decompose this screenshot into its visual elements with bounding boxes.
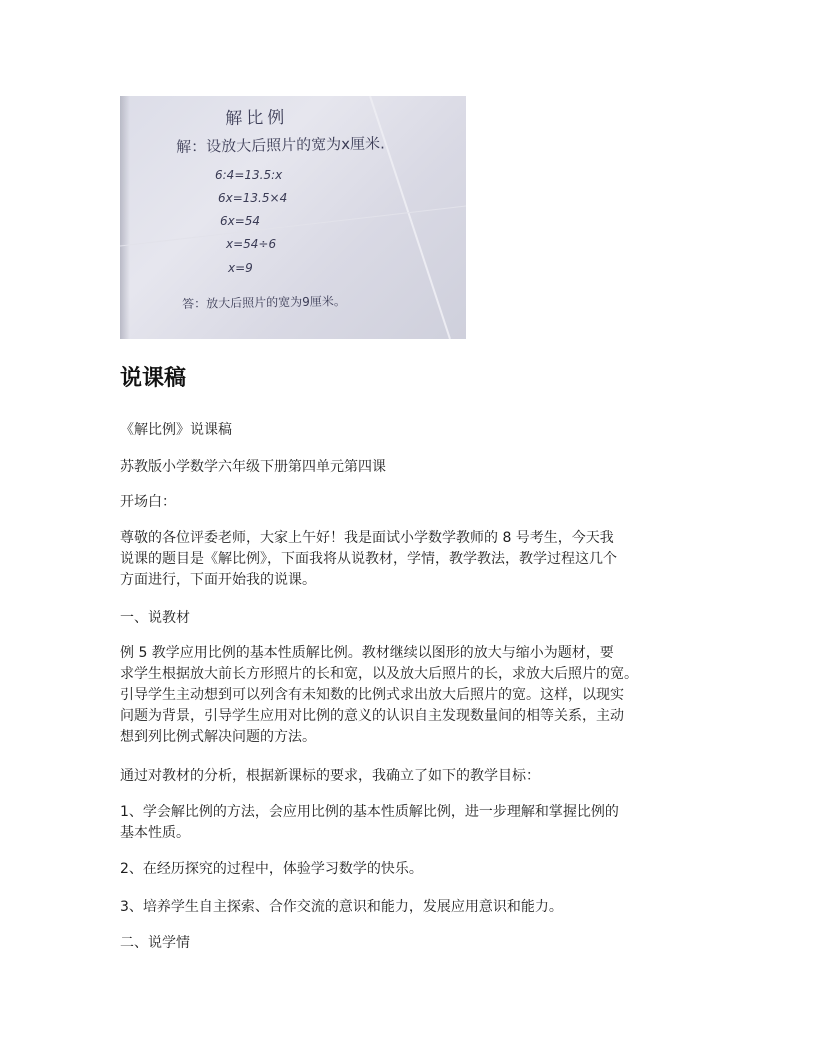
- photo-solution-setup: 解：设放大后照片的宽为x厘米.: [176, 134, 385, 156]
- textbook-info-line: 苏教版小学数学六年级下册第四单元第四课: [120, 459, 386, 475]
- analysis-line-1: 例 5 教学应用比例的基本性质解比例。教材继续以图形的放大与缩小为题材，要: [120, 645, 614, 661]
- textbook-analysis-paragraph: [120, 643, 700, 748]
- analysis-line-5: 想到列比例式解决问题的方法。: [120, 729, 316, 745]
- goals-intro-line: 通过对教材的分析，根据新课标的要求，我确立了如下的教学目标：: [120, 768, 540, 784]
- opening-label: 开场白：: [120, 494, 176, 510]
- opening-line-1: 尊敬的各位评委老师，大家上午好！我是面试小学数学教师的 8 号考生，今天我: [120, 530, 614, 546]
- section-one-heading: 一、说教材: [120, 610, 190, 626]
- goal-one-line-1: 1、学会解比例的方法，会应用比例的基本性质解比例，进一步理解和掌握比例的: [120, 804, 619, 820]
- goal-three-line: 3、培养学生自主探索、合作交流的意识和能力，发展应用意识和能力。: [120, 899, 563, 915]
- photo-equation-1: 6:4=13.5:x: [215, 168, 283, 182]
- photo-equation-4: x=54÷6: [226, 237, 277, 251]
- opening-line-3: 方面进行，下面开始我的说课。: [120, 572, 316, 588]
- analysis-line-2: 求学生根据放大前长方形照片的长和宽，以及放大后照片的长，求放大后照片的宽。: [120, 666, 638, 682]
- goal-two-line: 2、在经历探究的过程中，体验学习数学的快乐。: [120, 861, 423, 877]
- photo-equation-2: 6x=13.5×4: [218, 191, 288, 205]
- photo-answer: 答：放大后照片的宽为9厘米。: [182, 294, 346, 311]
- section-two-heading: 二、说学情: [120, 935, 190, 951]
- goal-one-line-2: 基本性质。: [120, 825, 190, 841]
- analysis-line-3: 引导学生主动想到可以列含有未知数的比例式求出放大后照片的宽。这样，以现实: [120, 687, 624, 703]
- photo-equation-3: 6x=54: [220, 214, 261, 228]
- handwritten-solution-photo: [120, 96, 466, 339]
- goal-one-paragraph: [120, 802, 700, 844]
- analysis-line-4: 问题为背景，引导学生应用对比例的意义的认识自主发现数量间的相等关系，主动: [120, 708, 624, 724]
- photo-title: 解比例: [225, 107, 289, 129]
- opening-paragraph: [120, 528, 700, 591]
- section-heading: 说课稿: [120, 366, 187, 391]
- doc-title-line: 《解比例》说课稿: [120, 422, 232, 438]
- opening-line-2: 说课的题目是《解比例》，下面我将从说教材，学情，教学教法，教学过程这几个: [120, 551, 617, 567]
- photo-equation-5: x=9: [228, 261, 253, 275]
